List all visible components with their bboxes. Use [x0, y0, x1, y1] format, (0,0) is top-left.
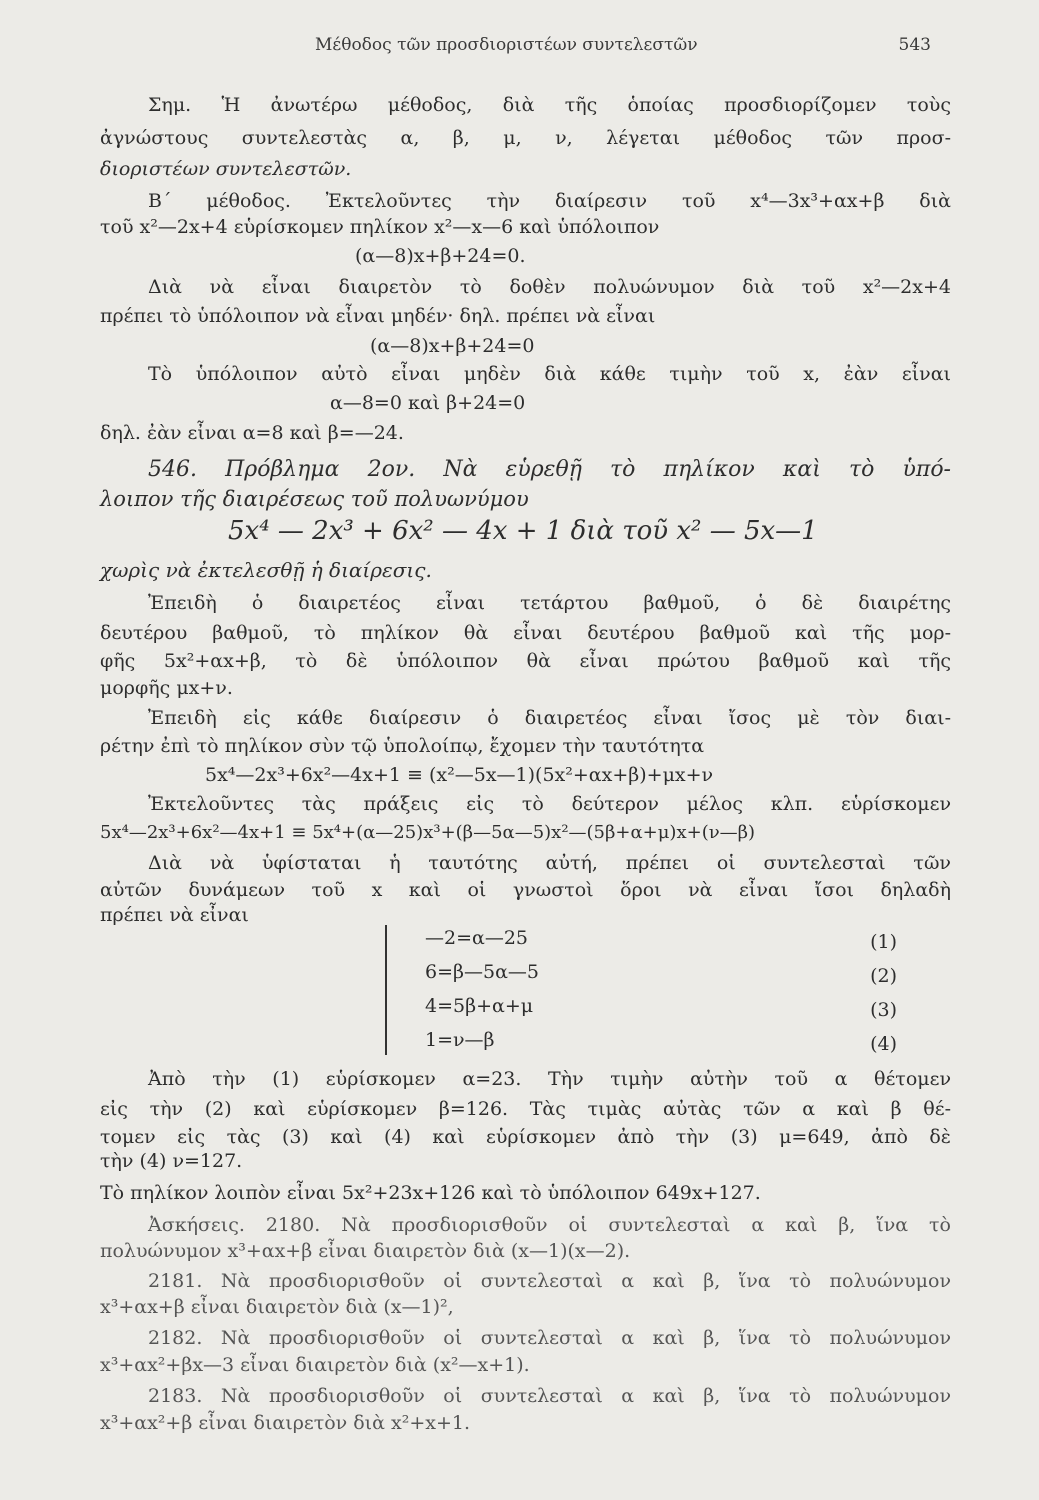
exercise-2180-cont: πολυώνυμον x³+αx+β εἶναι διαιρετὸν διὰ (x—1)(x—2).	[100, 1240, 631, 1262]
system-equation: 4=5β+α+μ	[425, 995, 534, 1017]
text-line: Ἐπειδὴ εἰς κάθε διαίρεσιν ὁ διαιρετέος εἶναι ἴσος μὲ τὸν διαι-	[148, 707, 951, 729]
text-line: εἰς τὴν (2) καὶ εὑρίσκομεν β=126. Τὰς τιμὰς αὐτὰς τῶν α καὶ β θέ-	[100, 1098, 951, 1120]
text-line: Ἐπειδὴ ὁ διαιρετέος εἶναι τετάρτου βαθμοῦ, ὁ δὲ διαιρέτης	[148, 592, 951, 614]
text-line: δηλ. ἐὰν εἶναι α=8 καὶ β=—24.	[100, 422, 404, 444]
expanded-identity: 5x⁴—2x³+6x²—4x+1 ≡ 5x⁴+(α—25)x³+(β—5α—5)x²—(5β+α+μ)x+(ν—β)	[100, 822, 756, 843]
identity-equation: 5x⁴—2x³+6x²—4x+1 ≡ (x²—5x—1)(5x²+αx+β)+μx+ν	[205, 764, 714, 786]
text-line: ρέτην ἐπὶ τὸ πηλίκον σὺν τῷ ὑπολοίπῳ, ἔχομεν τὴν ταυτότητα	[100, 735, 705, 757]
problem-heading-end: χωρὶς νὰ ἐκτελεσθῇ ἡ διαίρεσις.	[100, 558, 432, 582]
text-line: Ἀπὸ τὴν (1) εὑρίσκομεν α=23. Τὴν τιμὴν αὐτὴν τοῦ α θέτομεν	[148, 1068, 951, 1090]
equation-tag: (4)	[870, 1033, 897, 1055]
text-line: Τὸ πηλίκον λοιπὸν εἶναι 5x²+23x+126 καὶ τὸ ὑπόλοιπον 649x+127.	[100, 1182, 761, 1204]
text-line: μορφῆς μx+ν.	[100, 677, 233, 699]
exercise-2181-cont: x³+αx+β εἶναι διαιρετὸν διὰ (x—1)²,	[100, 1296, 454, 1318]
text-line: Σημ. Ἡ ἀνωτέρω μέθοδος, διὰ τῆς ὁποίας προσδιορίζομεν τοὺς	[148, 94, 951, 116]
exercise-2183-cont: x³+αx²+β εἶναι διαιρετὸν διὰ x²+x+1.	[100, 1412, 471, 1434]
text-line: αὐτῶν δυνάμεων τοῦ x καὶ οἱ γνωστοὶ ὅροι νὰ εἶναι ἴσοι δηλαδὴ	[100, 879, 951, 901]
exercise-2180: Ἀσκήσεις. 2180. Νὰ προσδιορισθοῦν οἱ συντελεσταὶ α καὶ β, ἵνα τὸ	[148, 1214, 951, 1236]
equation: (α—8)x+β+24=0	[370, 335, 535, 357]
equation-system	[385, 925, 945, 1060]
problem-heading: 546. Πρόβλημα 2ον. Νὰ εὑρεθῇ τὸ πηλίκον καὶ τὸ ὑπό-	[148, 457, 951, 482]
text-line: πρέπει τὸ ὑπόλοιπον νὰ εἶναι μηδέν· δηλ. πρέπει νὰ εἶναι	[100, 305, 656, 327]
system-equation: 1=ν—β	[425, 1029, 495, 1051]
text-line: διοριστέων συντελεστῶν.	[100, 158, 352, 180]
problem-polynomial: 5x⁴ — 2x³ + 6x² — 4x + 1 διὰ τοῦ x² — 5x—1	[228, 516, 818, 546]
exercise-2183: 2183. Νὰ προσδιορισθοῦν οἱ συντελεσταὶ α καὶ β, ἵνα τὸ πολυώνυμον	[148, 1385, 951, 1407]
problem-heading-cont: λοιπον τῆς διαιρέσεως τοῦ πολυωνύμου	[100, 487, 529, 511]
text-line: τομεν εἰς τὰς (3) καὶ (4) καὶ εὑρίσκομεν ἀπὸ τὴν (3) μ=649, ἀπὸ δὲ	[100, 1126, 951, 1148]
text-line: Διὰ νὰ εἶναι διαιρετὸν τὸ δοθὲν πολυώνυμον διὰ τοῦ x²—2x+4	[148, 276, 951, 298]
text-line: φῆς 5x²+αx+β, τὸ δὲ ὑπόλοιπον θὰ εἶναι πρώτου βαθμοῦ καὶ τῆς	[100, 650, 951, 672]
running-title: Μέθοδος τῶν προσδιοριστέων συντελεστῶν	[315, 35, 698, 55]
equation: (α—8)x+β+24=0.	[355, 245, 526, 267]
equation-tag: (2)	[870, 965, 897, 987]
text-line: Ἐκτελοῦντες τὰς πράξεις εἰς τὸ δεύτερον μέλος κλπ. εὑρίσκομεν	[148, 793, 951, 815]
text-line: δευτέρου βαθμοῦ, τὸ πηλίκον θὰ εἶναι δευτέρου βαθμοῦ καὶ τῆς μορ-	[100, 622, 951, 644]
left-brace	[385, 925, 399, 1055]
system-equation: 6=β—5α—5	[425, 961, 539, 983]
exercise-2182-cont: x³+αx²+βx—3 εἶναι διαιρετὸν διὰ (x²—x+1).	[100, 1354, 530, 1376]
exercise-2181: 2181. Νὰ προσδιορισθοῦν οἱ συντελεσταὶ α καὶ β, ἵνα τὸ πολυώνυμον	[148, 1270, 951, 1292]
text-line: Τὸ ὑπόλοιπον αὐτὸ εἶναι μηδὲν διὰ κάθε τιμὴν τοῦ x, ἐὰν εἶναι	[148, 363, 951, 385]
equation-tag: (1)	[870, 931, 897, 953]
text-line: Διὰ νὰ ὑφίσταται ἡ ταυτότης αὐτή, πρέπει οἱ συντελεσταὶ τῶν	[148, 852, 951, 874]
equation-tag: (3)	[870, 999, 897, 1021]
page-number: 543	[898, 35, 931, 55]
text-line: πρέπει νὰ εἶναι	[100, 904, 249, 926]
system-equation: —2=α—25	[425, 927, 529, 949]
text-line: τοῦ x²—2x+4 εὑρίσκομεν πηλίκον x²—x—6 καὶ ὑπόλοιπον	[100, 216, 660, 238]
equation: α—8=0 καὶ β+24=0	[330, 392, 526, 414]
text-line: Β΄ μέθοδος. Ἐκτελοῦντες τὴν διαίρεσιν τοῦ x⁴—3x³+αx+β διὰ	[148, 190, 951, 212]
exercise-2182: 2182. Νὰ προσδιορισθοῦν οἱ συντελεσταὶ α καὶ β, ἵνα τὸ πολυώνυμον	[148, 1327, 951, 1349]
text-line: τὴν (4) ν=127.	[100, 1150, 243, 1172]
text-line: ἀγνώστους συντελεστὰς α, β, μ, ν, λέγεται μέθοδος τῶν προσ-	[100, 127, 951, 149]
